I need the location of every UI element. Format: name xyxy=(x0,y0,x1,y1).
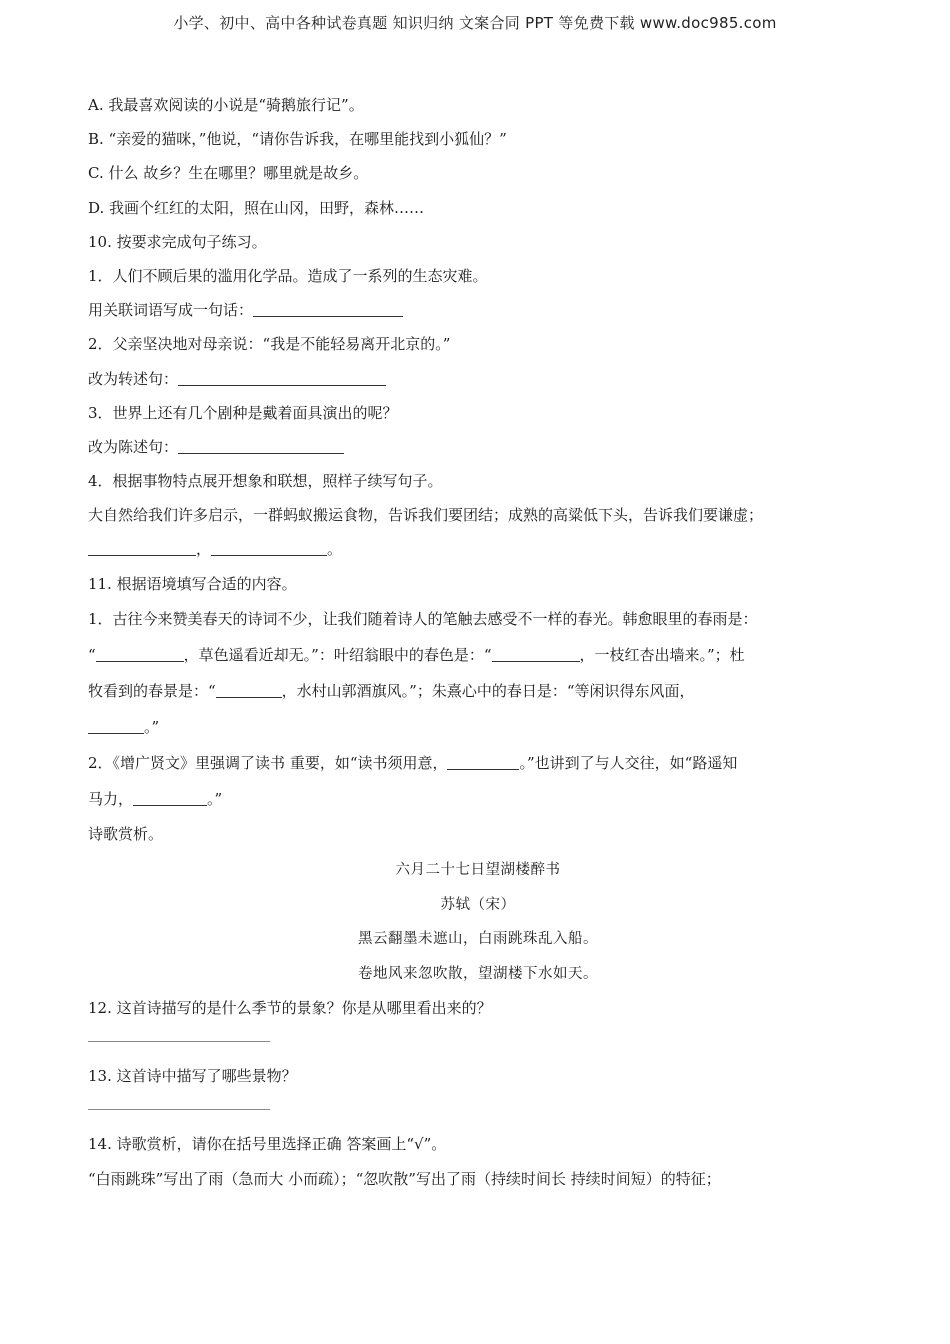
answer-blank[interactable] xyxy=(211,541,327,556)
question-10-3-answer xyxy=(88,430,868,464)
question-13-answer-line[interactable] xyxy=(88,1109,270,1110)
text: 牧看到的春景是：“ xyxy=(88,681,216,700)
text: ，草色遥看近却无。”：叶绍翁眼中的春色是：“ xyxy=(183,645,492,664)
text: 。”也讲到了与人交往，如“路遥知 xyxy=(519,753,738,772)
question-10-1-answer xyxy=(88,293,868,327)
answer-prompt: 改为转述句： xyxy=(88,369,179,388)
answer-prompt: 用关联词语写成一句话： xyxy=(88,301,254,320)
question-10-4: 4．根据事物特点展开想象和联想，照样子续写句子。 xyxy=(88,472,443,491)
text: ，一枝红杏出墙来。”；杜 xyxy=(579,645,745,664)
answer-prompt: 改为陈述句： xyxy=(88,437,179,456)
question-12-answer-line[interactable] xyxy=(88,1041,270,1042)
poem-title: 六月二十七日望湖楼醉书 xyxy=(395,862,561,878)
answer-blank[interactable] xyxy=(133,791,207,806)
question-11: 11. 根据语境填写合适的内容。 xyxy=(88,574,297,593)
option-b: B. “亲爱的猫咪，”他说，“请你告诉我，在哪里能找到小狐仙？” xyxy=(88,130,507,149)
question-14-body: “白雨跳珠”写出了雨（急而大 小而疏）；“忽吹散”写出了雨（持续时间长 持续时间短）的特征； xyxy=(88,1169,721,1188)
question-11-2-line-1 xyxy=(88,745,868,781)
answer-blank[interactable] xyxy=(178,439,344,454)
question-10-4-answer xyxy=(88,532,868,566)
answer-blank[interactable] xyxy=(88,541,196,556)
text: 。” xyxy=(207,789,223,808)
text: “ xyxy=(88,645,96,664)
poem-line-2: 卷地风来忽吹散，望湖楼下水如天。 xyxy=(358,965,598,982)
option-d: D. 我画个红红的太阳，照在山冈，田野，森林…… xyxy=(88,198,425,217)
question-10-3: 3．世界上还有几个剧种是戴着面具演出的呢？ xyxy=(88,403,398,422)
period: 。 xyxy=(327,540,343,559)
question-11-1-line-4 xyxy=(88,709,868,745)
question-14: 14. 诗歌赏析，请你在括号里选择正确 答案画上“√”。 xyxy=(88,1135,447,1154)
question-11-1-line-2 xyxy=(88,637,868,673)
question-11-1-line-1: 1．古往今来赞美春天的诗词不少，让我们随着诗人的笔触去感受不一样的春光。韩愈眼里的春雨是： xyxy=(88,609,758,628)
text: 。” xyxy=(144,717,160,736)
answer-blank[interactable] xyxy=(178,371,386,386)
text: 马力， xyxy=(88,789,134,808)
question-11-1-line-3 xyxy=(88,673,868,709)
poem-intro: 诗歌赏析。 xyxy=(88,824,164,843)
question-10-2-answer xyxy=(88,362,868,396)
option-c: C. 什么 故乡？生在哪里？哪里就是故乡。 xyxy=(88,164,369,183)
question-13: 13. 这首诗中描写了哪些景物？ xyxy=(88,1067,297,1086)
option-a: A. 我最喜欢阅读的小说是“骑鹅旅行记”。 xyxy=(88,96,364,114)
poem-author: 苏轼（宋） xyxy=(440,896,516,913)
answer-blank[interactable] xyxy=(492,647,580,662)
question-10-1: 1．人们不顾后果的滥用化学品。造成了一系列的生态灾难。 xyxy=(88,266,488,285)
answer-blank[interactable] xyxy=(447,755,519,770)
question-10-4-example: 大自然给我们许多启示，一群蚂蚁搬运食物，告诉我们要团结；成熟的高粱低下头，告诉我们要谦虚； xyxy=(88,506,764,525)
answer-blank[interactable] xyxy=(88,719,144,734)
answer-blank[interactable] xyxy=(253,302,403,317)
poem-line-1: 黑云翻墨未遮山，白雨跳珠乱入船。 xyxy=(358,931,598,947)
question-12: 12. 这首诗描写的是什么季节的景象？你是从哪里看出来的？ xyxy=(88,999,492,1017)
page-header: 小学、初中、高中各种试卷真题 知识归纳 文案合同 PPT 等免费下载 www.doc985.com xyxy=(173,14,777,32)
text: ，水村山郭酒旗风。”；朱熹心中的春日是：“等闲识得东风面， xyxy=(281,681,695,700)
answer-blank[interactable] xyxy=(96,647,184,662)
text: 2．《增广贤文》里强调了读书 重要，如“读书须用意， xyxy=(88,753,448,772)
question-10-2: 2．父亲坚决地对母亲说：“我是不能轻易离开北京的。” xyxy=(88,335,451,354)
question-10: 10. 按要求完成句子练习。 xyxy=(88,232,267,251)
comma: ， xyxy=(196,540,212,559)
answer-blank[interactable] xyxy=(216,683,282,698)
question-11-2-line-2 xyxy=(88,781,868,817)
document-body xyxy=(88,88,868,1196)
